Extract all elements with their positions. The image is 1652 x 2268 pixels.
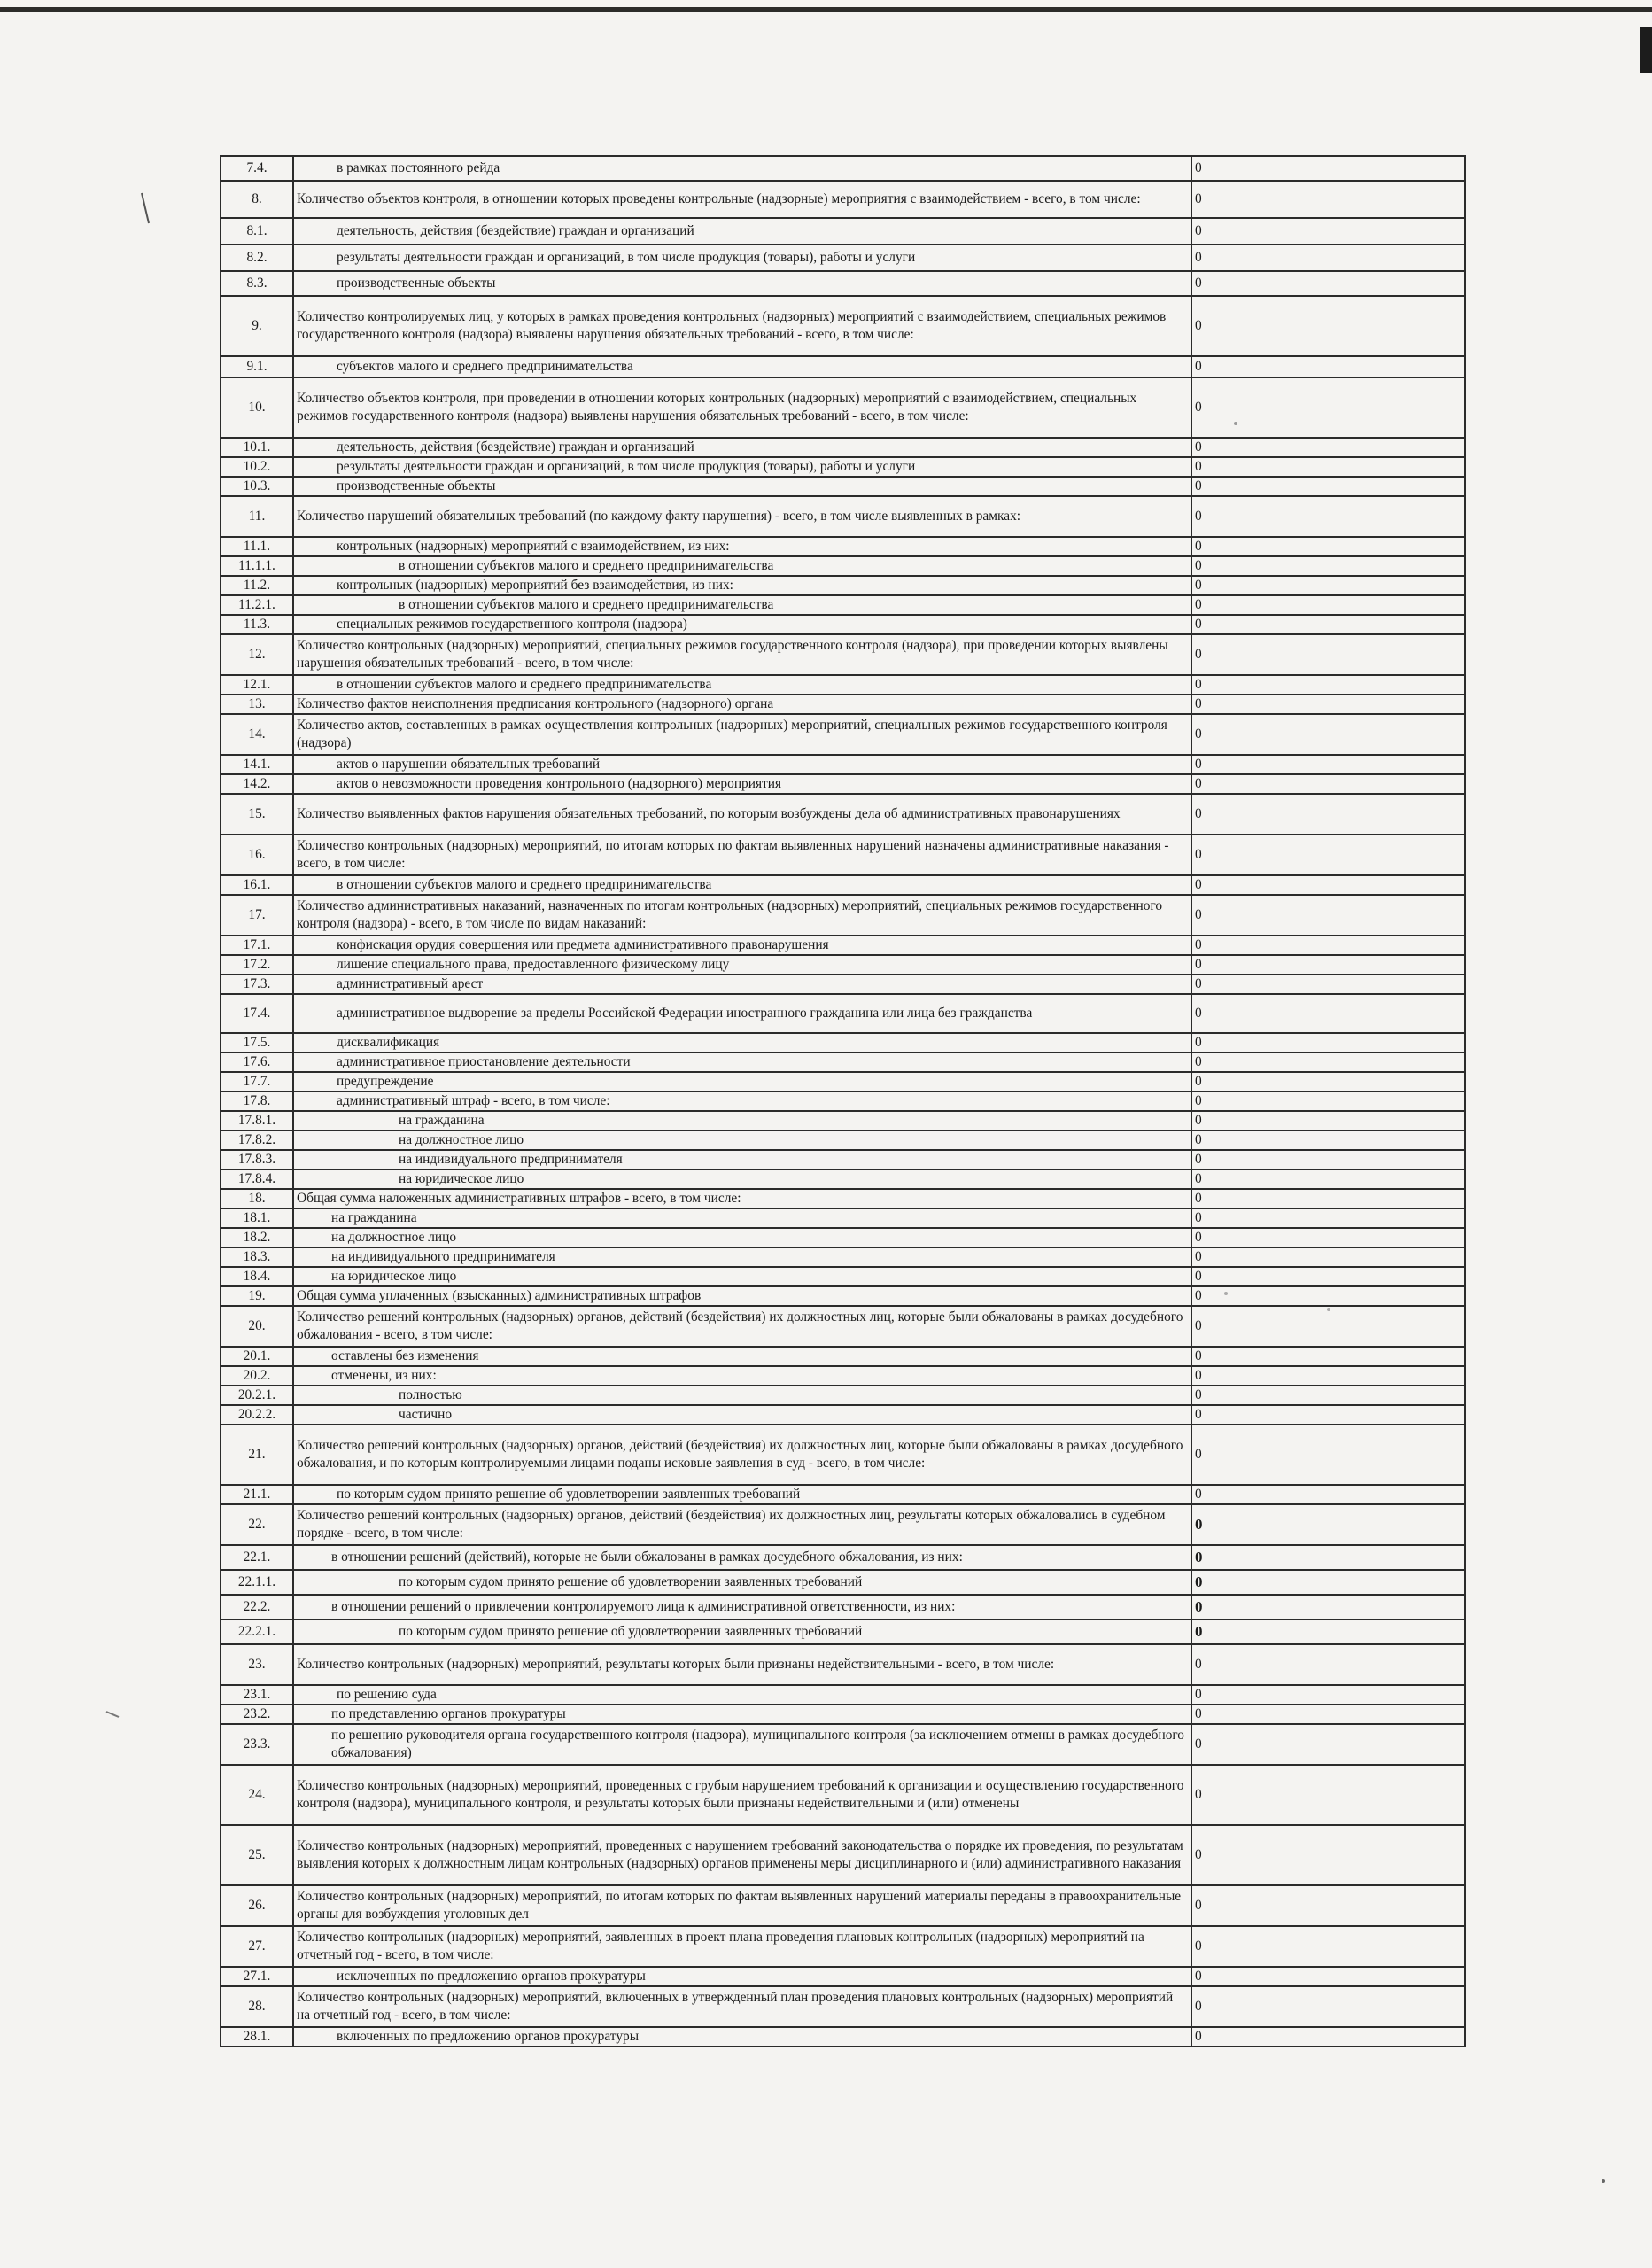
table-row [221, 356, 1465, 377]
table-row [221, 1619, 1465, 1644]
table-row [221, 714, 1465, 755]
table-row [221, 1644, 1465, 1685]
row-description: Количество решений контрольных (надзорных) органов, действий (бездействия) их должностных лиц, которые были обжалованы в рамках досудебного обжалования, и по которым контролируемыми лицами поданы исковые заявления в суд - всего, в том числе: [293, 1425, 1191, 1485]
row-description: результаты деятельности граждан и организаций, в том числе продукция (товары), работы и услуги [293, 245, 1191, 271]
row-value: 0 [1191, 296, 1465, 356]
row-description: Количество объектов контроля, в отношении которых проведены контрольные (надзорные) мероприятия с взаимодействием - всего, в том числе: [293, 181, 1191, 218]
table-row [221, 1986, 1465, 2027]
row-description: Количество решений контрольных (надзорных) органов, действий (бездействия) их должностных лиц, которые были обжалованы в рамках досудебного обжалования - всего, в том числе: [293, 1306, 1191, 1347]
table-row [221, 1072, 1465, 1091]
row-value: 0 [1191, 1685, 1465, 1705]
row-value: 0 [1191, 875, 1465, 895]
row-number: 17.8.4. [221, 1169, 293, 1189]
row-description: Количество контрольных (надзорных) мероприятий, по итогам которых по фактам выявленных нарушений материалы переданы в правоохранительные органы для возбуждения уголовных дел [293, 1885, 1191, 1926]
table-row [221, 457, 1465, 477]
row-value: 0 [1191, 1247, 1465, 1267]
row-description: на индивидуального предпринимателя [293, 1247, 1191, 1267]
row-number: 17.8.3. [221, 1150, 293, 1169]
row-description: конфискация орудия совершения или предмета административного правонарушения [293, 936, 1191, 955]
row-number: 17.2. [221, 955, 293, 975]
table-row [221, 1130, 1465, 1150]
row-value: 0 [1191, 1724, 1465, 1765]
row-description: Количество административных наказаний, назначенных по итогам контрольных (надзорных) мероприятий, специальных режимов государственного контроля (надзора) - всего, в том числе по видам наказаний: [293, 895, 1191, 936]
row-number: 26. [221, 1885, 293, 1926]
row-description: на индивидуального предпринимателя [293, 1150, 1191, 1169]
row-number: 22. [221, 1504, 293, 1545]
row-number: 17.5. [221, 1033, 293, 1052]
row-value: 0 [1191, 1545, 1465, 1570]
row-value: 0 [1191, 1595, 1465, 1619]
row-value: 0 [1191, 955, 1465, 975]
table-row [221, 1967, 1465, 1986]
row-value: 0 [1191, 1405, 1465, 1425]
table-row [221, 975, 1465, 994]
row-number: 23.2. [221, 1705, 293, 1724]
table-row [221, 1705, 1465, 1724]
row-number: 19. [221, 1286, 293, 1306]
table-row [221, 438, 1465, 457]
row-number: 10.1. [221, 438, 293, 457]
row-value: 0 [1191, 1347, 1465, 1366]
row-number: 12.1. [221, 675, 293, 695]
row-number: 20.2.1. [221, 1386, 293, 1405]
row-description: деятельность, действия (бездействие) граждан и организаций [293, 218, 1191, 245]
row-description: Количество контрольных (надзорных) мероприятий, результаты которых были признаны недействительными - всего, в том числе: [293, 1644, 1191, 1685]
row-number: 10.3. [221, 477, 293, 496]
row-value: 0 [1191, 181, 1465, 218]
row-description: деятельность, действия (бездействие) граждан и организаций [293, 438, 1191, 457]
row-description: актов о невозможности проведения контрольного (надзорного) мероприятия [293, 774, 1191, 794]
row-description: в отношении субъектов малого и среднего предпринимательства [293, 556, 1191, 576]
row-description: административное приостановление деятельности [293, 1052, 1191, 1072]
row-value: 0 [1191, 695, 1465, 714]
row-description: Количество объектов контроля, при проведении в отношении которых контрольных (надзорных) мероприятий с взаимодействием, специальных режимов государственного контроля (надзора) выявлены нарушения обязательных требований - всего, в том числе: [293, 377, 1191, 438]
row-description: контрольных (надзорных) мероприятий с взаимодействием, из них: [293, 537, 1191, 556]
row-number: 14. [221, 714, 293, 755]
row-description: на должностное лицо [293, 1130, 1191, 1150]
table-row [221, 1545, 1465, 1570]
table-row [221, 1267, 1465, 1286]
row-value: 0 [1191, 835, 1465, 875]
row-description: в отношении решений о привлечении контролируемого лица к административной ответственности, из них: [293, 1595, 1191, 1619]
table-row [221, 1091, 1465, 1111]
row-value: 0 [1191, 477, 1465, 496]
row-number: 11.2.1. [221, 595, 293, 615]
table-row [221, 835, 1465, 875]
row-description: контрольных (надзорных) мероприятий без взаимодействия, из них: [293, 576, 1191, 595]
table-row [221, 1228, 1465, 1247]
row-description: по решению руководителя органа государственного контроля (надзора), муниципального контроля (за исключением отмены в рамках досудебного обжалования) [293, 1724, 1191, 1765]
row-number: 18. [221, 1189, 293, 1208]
row-value: 0 [1191, 1765, 1465, 1825]
row-number: 27.1. [221, 1967, 293, 1986]
table-row [221, 695, 1465, 714]
row-value: 0 [1191, 994, 1465, 1033]
table-row [221, 1150, 1465, 1169]
row-value: 0 [1191, 1072, 1465, 1091]
row-number: 12. [221, 634, 293, 675]
table-row [221, 1685, 1465, 1705]
row-description: по которым судом принято решение об удовлетворении заявленных требований [293, 1619, 1191, 1644]
row-number: 8.3. [221, 271, 293, 296]
row-number: 17.8.1. [221, 1111, 293, 1130]
row-description: на юридическое лицо [293, 1267, 1191, 1286]
row-number: 17.8. [221, 1091, 293, 1111]
row-value: 0 [1191, 576, 1465, 595]
table-row [221, 156, 1465, 181]
table-row [221, 537, 1465, 556]
table-row [221, 556, 1465, 576]
table-row [221, 615, 1465, 634]
row-description: лишение специального права, предоставленного физическому лицу [293, 955, 1191, 975]
table-row [221, 1926, 1465, 1967]
row-description: субъектов малого и среднего предпринимательства [293, 356, 1191, 377]
table-row [221, 296, 1465, 356]
table-row [221, 1765, 1465, 1825]
row-description: на гражданина [293, 1208, 1191, 1228]
row-value: 0 [1191, 1189, 1465, 1208]
row-number: 23.1. [221, 1685, 293, 1705]
row-number: 17.1. [221, 936, 293, 955]
row-number: 21. [221, 1425, 293, 1485]
row-description: в рамках постоянного рейда [293, 156, 1191, 181]
row-value: 0 [1191, 1986, 1465, 2027]
row-description: специальных режимов государственного контроля (надзора) [293, 615, 1191, 634]
row-description: результаты деятельности граждан и организаций, в том числе продукция (товары), работы и услуги [293, 457, 1191, 477]
table-row [221, 1595, 1465, 1619]
row-description: предупреждение [293, 1072, 1191, 1091]
row-value: 0 [1191, 1926, 1465, 1967]
row-number: 20.2. [221, 1366, 293, 1386]
table-row [221, 1485, 1465, 1504]
row-description: в отношении субъектов малого и среднего предпринимательства [293, 675, 1191, 695]
table-row [221, 1885, 1465, 1926]
row-description: Количество контролируемых лиц, у которых в рамках проведения контрольных (надзорных) мероприятий с взаимодействием, специальных режимов государственного контроля (надзора) выявлены нарушения обязательных требований - всего, в том числе: [293, 296, 1191, 356]
row-number: 14.2. [221, 774, 293, 794]
row-value: 0 [1191, 1091, 1465, 1111]
report-table [220, 155, 1466, 2047]
row-value: 0 [1191, 218, 1465, 245]
row-description: по которым судом принято решение об удовлетворении заявленных требований [293, 1570, 1191, 1595]
table-row [221, 181, 1465, 218]
table-row [221, 1425, 1465, 1485]
row-value: 0 [1191, 556, 1465, 576]
table-row [221, 634, 1465, 675]
row-description: Количество контрольных (надзорных) мероприятий, проведенных с грубым нарушением требований к организации и осуществлению государственного контроля (надзора), муниципального контроля, и результаты которых были признаны недействительными и (или) отменены [293, 1765, 1191, 1825]
row-number: 23.3. [221, 1724, 293, 1765]
row-number: 22.1.1. [221, 1570, 293, 1595]
table-row [221, 595, 1465, 615]
row-value: 0 [1191, 245, 1465, 271]
table-row [221, 1405, 1465, 1425]
row-number: 14.1. [221, 755, 293, 774]
row-value: 0 [1191, 438, 1465, 457]
row-description: на должностное лицо [293, 1228, 1191, 1247]
row-number: 11. [221, 496, 293, 537]
table-row [221, 1052, 1465, 1072]
row-number: 16. [221, 835, 293, 875]
table-row [221, 755, 1465, 774]
table-row [221, 218, 1465, 245]
row-value: 0 [1191, 936, 1465, 955]
row-value: 0 [1191, 457, 1465, 477]
row-number: 7.4. [221, 156, 293, 181]
row-number: 9.1. [221, 356, 293, 377]
table-row [221, 774, 1465, 794]
table-row [221, 1386, 1465, 1405]
row-description: по которым судом принято решение об удовлетворении заявленных требований [293, 1485, 1191, 1504]
row-description: Количество контрольных (надзорных) мероприятий, специальных режимов государственного контроля (надзора), при проведении которых выявлены нарушения обязательных требований - всего, в том числе: [293, 634, 1191, 675]
row-number: 8.1. [221, 218, 293, 245]
table-row [221, 1111, 1465, 1130]
row-value: 0 [1191, 595, 1465, 615]
row-number: 13. [221, 695, 293, 714]
table-row [221, 576, 1465, 595]
table-row [221, 1033, 1465, 1052]
row-value: 0 [1191, 714, 1465, 755]
row-description: оставлены без изменения [293, 1347, 1191, 1366]
row-value: 0 [1191, 1425, 1465, 1485]
row-description: включенных по предложению органов прокуратуры [293, 2027, 1191, 2047]
table-row [221, 955, 1465, 975]
row-number: 15. [221, 794, 293, 835]
row-description: по представлению органов прокуратуры [293, 1705, 1191, 1724]
row-number: 17.3. [221, 975, 293, 994]
row-description: полностью [293, 1386, 1191, 1405]
row-number: 17.4. [221, 994, 293, 1033]
row-value: 0 [1191, 1228, 1465, 1247]
row-number: 10. [221, 377, 293, 438]
table-row [221, 1347, 1465, 1366]
row-number: 17.6. [221, 1052, 293, 1072]
table-row [221, 496, 1465, 537]
row-value: 0 [1191, 794, 1465, 835]
row-number: 23. [221, 1644, 293, 1685]
row-number: 11.1.1. [221, 556, 293, 576]
row-description: Общая сумма наложенных административных штрафов - всего, в том числе: [293, 1189, 1191, 1208]
row-description: Количество контрольных (надзорных) мероприятий, по итогам которых по фактам выявленных нарушений назначены административные наказания - всего, в том числе: [293, 835, 1191, 875]
row-value: 0 [1191, 1825, 1465, 1885]
row-number: 17.8.2. [221, 1130, 293, 1150]
row-description: производственные объекты [293, 477, 1191, 496]
row-number: 18.3. [221, 1247, 293, 1267]
row-value: 0 [1191, 675, 1465, 695]
report-table-body [221, 156, 1465, 2047]
table-row [221, 875, 1465, 895]
table-row [221, 1286, 1465, 1306]
row-description: в отношении субъектов малого и среднего предпринимательства [293, 875, 1191, 895]
row-value: 0 [1191, 271, 1465, 296]
row-number: 11.1. [221, 537, 293, 556]
row-value: 0 [1191, 1286, 1465, 1306]
table-row [221, 895, 1465, 936]
row-value: 0 [1191, 2027, 1465, 2047]
row-value: 0 [1191, 1111, 1465, 1130]
row-description: отменены, из них: [293, 1366, 1191, 1386]
row-description: дисквалификация [293, 1033, 1191, 1052]
row-description: Количество решений контрольных (надзорных) органов, действий (бездействия) их должностных лиц, результаты которых обжаловались в судебном порядке - всего, в том числе: [293, 1504, 1191, 1545]
row-description: на юридическое лицо [293, 1169, 1191, 1189]
row-description: административный штраф - всего, в том числе: [293, 1091, 1191, 1111]
table-row [221, 675, 1465, 695]
row-description: исключенных по предложению органов прокуратуры [293, 1967, 1191, 1986]
row-value: 0 [1191, 496, 1465, 537]
row-value: 0 [1191, 1485, 1465, 1504]
table-row [221, 1724, 1465, 1765]
table-row [221, 1247, 1465, 1267]
row-description: Количество выявленных фактов нарушения обязательных требований, по которым возбуждены дела об административных правонарушениях [293, 794, 1191, 835]
row-value: 0 [1191, 1705, 1465, 1724]
row-number: 22.2. [221, 1595, 293, 1619]
row-description: по решению суда [293, 1685, 1191, 1705]
row-number: 18.1. [221, 1208, 293, 1228]
row-description: Количество актов, составленных в рамках осуществления контрольных (надзорных) мероприятий, специальных режимов государственного контроля (надзора) [293, 714, 1191, 755]
row-description: частично [293, 1405, 1191, 1425]
row-number: 27. [221, 1926, 293, 1967]
row-number: 11.3. [221, 615, 293, 634]
row-value: 0 [1191, 755, 1465, 774]
row-value: 0 [1191, 774, 1465, 794]
table-row [221, 1208, 1465, 1228]
row-number: 8.2. [221, 245, 293, 271]
row-value: 0 [1191, 1169, 1465, 1189]
table-row [221, 1169, 1465, 1189]
row-value: 0 [1191, 895, 1465, 936]
row-description: административное выдворение за пределы Российской Федерации иностранного гражданина или лица без гражданства [293, 994, 1191, 1033]
table-row [221, 2027, 1465, 2047]
row-value: 0 [1191, 1306, 1465, 1347]
row-number: 18.4. [221, 1267, 293, 1286]
row-value: 0 [1191, 1386, 1465, 1405]
row-value: 0 [1191, 356, 1465, 377]
row-description: Количество контрольных (надзорных) мероприятий, проведенных с нарушением требований законодательства о порядке их проведения, по результатам выявления которых к должностным лицам контрольных (надзорных) органов применены меры дисциплинарного и (или) административного наказания [293, 1825, 1191, 1885]
row-value: 0 [1191, 975, 1465, 994]
row-description: Общая сумма уплаченных (взысканных) административных штрафов [293, 1286, 1191, 1306]
row-number: 10.2. [221, 457, 293, 477]
table-row [221, 794, 1465, 835]
table-row [221, 477, 1465, 496]
table-row [221, 1306, 1465, 1347]
row-value: 0 [1191, 1150, 1465, 1169]
row-description: Количество контрольных (надзорных) мероприятий, включенных в утвержденный план проведения плановых контрольных (надзорных) мероприятий на отчетный год - всего, в том числе: [293, 1986, 1191, 2027]
row-value: 0 [1191, 1644, 1465, 1685]
row-number: 22.2.1. [221, 1619, 293, 1644]
row-description: в отношении субъектов малого и среднего предпринимательства [293, 595, 1191, 615]
row-value: 0 [1191, 1033, 1465, 1052]
row-value: 0 [1191, 537, 1465, 556]
row-value: 0 [1191, 1885, 1465, 1926]
row-number: 20. [221, 1306, 293, 1347]
table-row [221, 245, 1465, 271]
row-value: 0 [1191, 1504, 1465, 1545]
row-number: 28.1. [221, 2027, 293, 2047]
row-number: 28. [221, 1986, 293, 2027]
row-description: производственные объекты [293, 271, 1191, 296]
row-value: 0 [1191, 1619, 1465, 1644]
row-number: 24. [221, 1765, 293, 1825]
row-number: 9. [221, 296, 293, 356]
row-value: 0 [1191, 377, 1465, 438]
table-row [221, 1189, 1465, 1208]
row-number: 21.1. [221, 1485, 293, 1504]
row-value: 0 [1191, 634, 1465, 675]
row-number: 17. [221, 895, 293, 936]
table-row [221, 936, 1465, 955]
row-description: на гражданина [293, 1111, 1191, 1130]
row-description: актов о нарушении обязательных требований [293, 755, 1191, 774]
table-row [221, 1504, 1465, 1545]
table-row [221, 994, 1465, 1033]
row-number: 20.2.2. [221, 1405, 293, 1425]
row-description: Количество нарушений обязательных требований (по каждому факту нарушения) - всего, в том числе выявленных в рамках: [293, 496, 1191, 537]
row-value: 0 [1191, 1208, 1465, 1228]
row-number: 22.1. [221, 1545, 293, 1570]
row-number: 20.1. [221, 1347, 293, 1366]
table-row [221, 1366, 1465, 1386]
row-value: 0 [1191, 615, 1465, 634]
row-value: 0 [1191, 1267, 1465, 1286]
row-value: 0 [1191, 1967, 1465, 1986]
row-value: 0 [1191, 1052, 1465, 1072]
row-description: Количество контрольных (надзорных) мероприятий, заявленных в проект плана проведения плановых контрольных (надзорных) мероприятий на отчетный год - всего, в том числе: [293, 1926, 1191, 1967]
row-number: 16.1. [221, 875, 293, 895]
row-value: 0 [1191, 1130, 1465, 1150]
row-description: Количество фактов неисполнения предписания контрольного (надзорного) органа [293, 695, 1191, 714]
row-value: 0 [1191, 1570, 1465, 1595]
row-number: 8. [221, 181, 293, 218]
table-row [221, 1825, 1465, 1885]
row-number: 11.2. [221, 576, 293, 595]
row-value: 0 [1191, 156, 1465, 181]
table-row [221, 377, 1465, 438]
table-row [221, 271, 1465, 296]
row-description: в отношении решений (действий), которые не были обжалованы в рамках досудебного обжалования, из них: [293, 1545, 1191, 1570]
row-value: 0 [1191, 1366, 1465, 1386]
row-description: административный арест [293, 975, 1191, 994]
table-row [221, 1570, 1465, 1595]
row-number: 17.7. [221, 1072, 293, 1091]
row-number: 18.2. [221, 1228, 293, 1247]
row-number: 25. [221, 1825, 293, 1885]
